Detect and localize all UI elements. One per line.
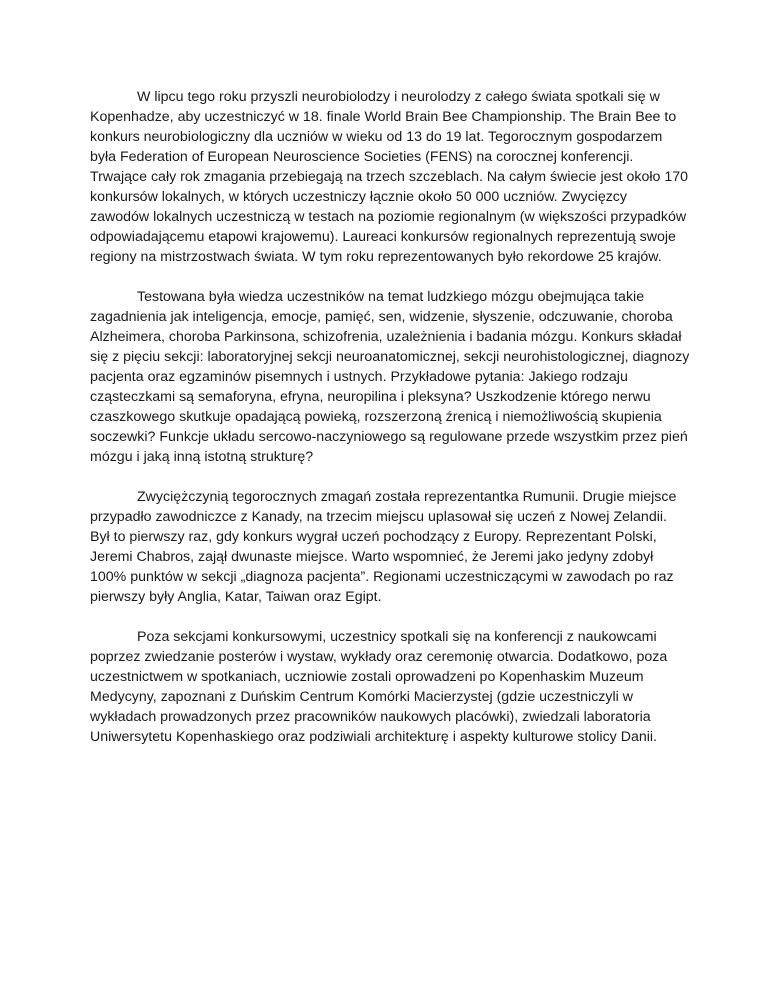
paragraph-2: Testowana była wiedza uczestników na temat ludzkiego mózgu obejmująca takie zagadnienia jak inteligencja, emocje, pamięć, sen, widzenie, słyszenie, odczuwanie, choroba Alzheimera, choroba Parkinsona, schizofrenia, uzależnienia i badania mózgu. Konkurs składał się z pięciu sekcji: laboratoryjnej sekcji neuroanatomicznej, sekcji neurohistologicznej, diagnozy pacjenta oraz egzaminów pisemnych i ustnych. Przykładowe pytania: Jakiego rodzaju cząsteczkami są semaforyna, efryna, neuropilina i pleksyna? Uszkodzenie którego nerwu czaszkowego skutkuje opadającą powieką, rozszerzoną źrenicą i niemożliwością skupienia soczewki? Funkcje układu sercowo-naczyniowego są regulowane przede wszystkim przez pień mózgu i jaką inną istotną strukturę? <box>90 289 690 465</box>
paragraph-1: W lipcu tego roku przyszli neurobiolodzy i neurolodzy z całego świata spotkali się w Kopenhadze, aby uczestniczyć w 18. finale World Brain Bee Championship. The Brain Bee to konkurs neurobiologiczny dla uczniów w wieku od 13 do 19 lat. Tegorocznym gospodarzem była Federation of European Neuroscience Societies (FENS) na corocznej konferencji. Trwające cały rok zmagania przebiegają na trzech szczeblach. Na całym świecie jest około 170 konkursów lokalnych, w których uczestniczy łącznie około 50 000 uczniów. Zwycięzcy zawodów lokalnych uczestniczą w testach na poziomie regionalnym (w większości przypadków odpowiadającemu etapowi krajowemu). Laureaci konkursów regionalnych reprezentują swoje regiony na mistrzostwach świata. W tym roku reprezentowanych było rekordowe 25 krajów. <box>90 89 688 265</box>
paragraph-4: Poza sekcjami konkursowymi, uczestnicy spotkali się na konferencji z naukowcami poprzez zwiedzanie posterów i wystaw, wykłady oraz ceremonię otwarcia. Dodatkowo, poza uczestnictwem w spotkaniach, uczniowie zostali oprowadzeni po Kopenhaskim Muzeum Medycyny, zapoznani z Duńskim Centrum Komórki Macierzystej (gdzie uczestniczyli w wykładach prowadzonych przez pracowników naukowych placówki), zwiedzali laboratoria Uniwersytetu Kopenhaskiego oraz podziwiali architekturę i aspekty kulturowe stolicy Danii. <box>90 629 668 745</box>
paragraph-3: Zwyciężczynią tegorocznych zmagań została reprezentantka Rumunii. Drugie miejsce przypadło zawodniczce z Kanady, na trzecim miejscu uplasował się uczeń z Nowej Zelandii. Był to pierwszy raz, gdy konkurs wygrał uczeń pochodzący z Europy. Reprezentant Polski, Jeremi Chabros, zajął dwunaste miejsce. Warto wspomnieć, że Jeremi jako jedyny zdobył 100% punktów w sekcji „diagnoza pacjenta”. Regionami uczestniczącymi w zawodach po raz pierwszy były Anglia, Katar, Taiwan oraz Egipt. <box>90 489 677 605</box>
document-body <box>90 87 690 747</box>
